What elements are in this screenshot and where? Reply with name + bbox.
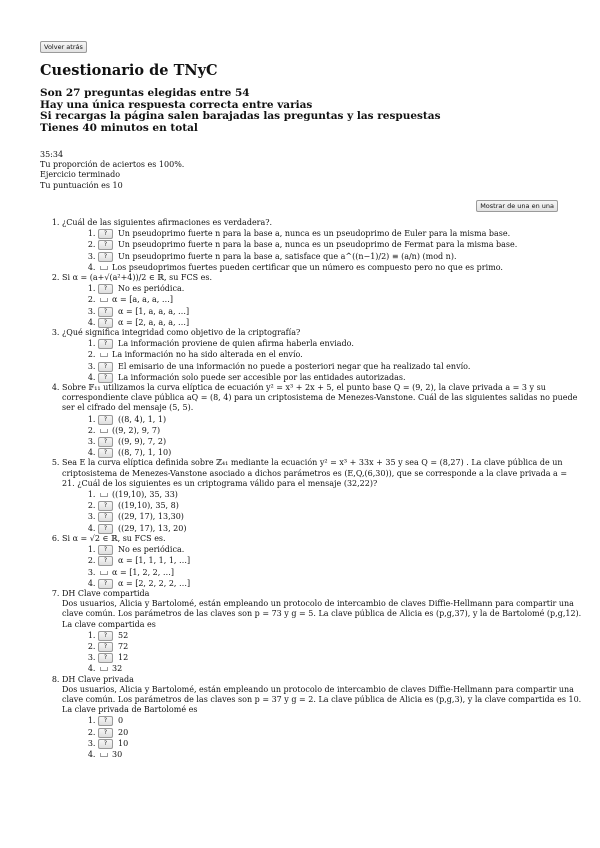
answer-option[interactable] — [98, 511, 582, 522]
selected-marker-icon — [100, 667, 108, 671]
answer-option[interactable] — [98, 578, 582, 589]
answer-hint-button[interactable]: ? — [98, 524, 113, 534]
answer-list — [62, 283, 582, 328]
answer-option[interactable] — [98, 500, 582, 511]
question-item — [62, 589, 582, 675]
question-title: DH Clave compartida — [62, 588, 150, 598]
quiz-intro — [40, 88, 440, 134]
answer-text: Un pseudoprimo fuerte n para la base a, nunca es un pseudoprimo de Fermat para la misma base. — [118, 240, 518, 250]
answer-text: 32 — [112, 664, 123, 674]
answer-hint-button[interactable]: ? — [98, 739, 113, 749]
selected-marker-icon — [100, 353, 108, 357]
selected-marker-icon — [100, 429, 108, 433]
answer-text: La información no ha sido alterada en el envío. — [112, 350, 303, 360]
answer-list — [62, 489, 582, 534]
selected-marker-icon — [100, 266, 108, 270]
answer-text: ((19,10), 35, 8) — [118, 501, 179, 511]
answer-hint-button[interactable]: ? — [98, 579, 113, 589]
answer-option[interactable] — [98, 239, 582, 250]
question-title: ¿Qué significa integridad como objetivo de la criptografía? — [62, 328, 301, 338]
selected-marker-icon — [100, 493, 108, 497]
answer-option[interactable] — [98, 251, 582, 262]
answer-hint-button[interactable]: ? — [98, 307, 113, 317]
intro-line: Si recargas la página salen barajadas las preguntas y las respuestas — [40, 110, 441, 122]
back-button[interactable]: Volver atrás — [40, 41, 87, 53]
answer-text: La información solo puede ser accesible por las entidades autorizadas. — [118, 372, 406, 382]
answer-text: 72 — [118, 641, 129, 651]
answer-text: α = [1, a, a, a, …] — [118, 306, 190, 316]
answer-hint-button[interactable]: ? — [98, 362, 113, 372]
answer-option[interactable] — [98, 738, 582, 749]
question-title: Sobre 𝔽₁₁ utilizamos la curva elíptica de ecuación y² = x³ + 2x + 5, el punto base Q = (9, 2), la clave privada a = 3 y su correspondiente clave pública aQ = (8, 4) para un criptosistema de Menezes-Vanstone. Cuál de las siguientes salidas no puede ser el cifrado del mensaje (5, 5). — [62, 383, 578, 413]
answer-text: No es periódica. — [118, 284, 185, 294]
answer-text: ((29, 17), 13, 20) — [118, 523, 187, 533]
answer-option[interactable] — [98, 414, 582, 425]
success-ratio: Tu proporción de aciertos es 100%. — [40, 160, 185, 170]
question-title: ¿Cuál de las siguientes afirmaciones es verdadera?. — [62, 218, 273, 227]
page-title: Cuestionario de TNyC — [40, 62, 218, 79]
answer-option[interactable] — [98, 652, 582, 663]
answer-text: 10 — [118, 738, 129, 748]
answer-hint-button[interactable]: ? — [98, 229, 113, 239]
question-item — [62, 218, 582, 273]
question-title: Sea E la curva elíptica definida sobre ℤ₄₁ mediante la ecuación y² = x³ + 33x + 35 y sea Q = (8,27) . La clave pública de un criptosistema de Menezes-Vanstone asociado a dichos parámetros es (E,Q,(6,30)), que se corresponde a la clave privada a = 21. ¿Cuál de los siguientes es un criptograma válido para el mensaje (32,22)? — [62, 458, 568, 488]
answer-option[interactable] — [98, 544, 582, 555]
answer-text: ((9, 9), 7, 2) — [118, 437, 167, 447]
answer-text: ((8, 7), 1, 10) — [118, 448, 172, 458]
answer-text: Los pseudoprimos fuertes pueden certificar que un número es compuesto pero no que es primo. — [112, 262, 503, 272]
answer-list — [62, 630, 582, 675]
answer-hint-button[interactable]: ? — [98, 556, 113, 566]
question-body: Dos usuarios, Alicia y Bartolomé, están empleando un protocolo de intercambio de claves Diffie-Hellmann para compartir una clave común. Los parámetros de las claves son p = 37 y g = 2. La clave pública de Alicia es (p,g,3), y la clave compartida es 10. La clave privada de Bartolomé es — [62, 684, 582, 715]
answer-text: Un pseudoprimo fuerte n para la base a, satisface que a^((n−1)/2) ≡ (a/n) (mod n). — [118, 251, 457, 261]
answer-text: 0 — [118, 716, 124, 726]
answer-text: 12 — [118, 653, 129, 663]
intro-line: Tienes 40 minutos en total — [40, 121, 198, 134]
answer-text: α = [2, 2, 2, 2, …] — [118, 578, 191, 588]
timer: 35:34 — [40, 150, 64, 159]
answer-list — [62, 338, 582, 383]
answer-hint-button[interactable]: ? — [98, 448, 113, 458]
answer-hint-button[interactable]: ? — [98, 642, 113, 652]
answer-option[interactable] — [98, 727, 582, 738]
selected-marker-icon — [100, 753, 108, 757]
question-item — [62, 328, 582, 383]
answer-option[interactable] — [98, 283, 582, 294]
intro-line: Son 27 preguntas elegidas entre 54 — [40, 87, 250, 99]
answer-option[interactable] — [98, 523, 582, 534]
selected-marker-icon — [100, 298, 108, 302]
answer-text: 52 — [118, 630, 129, 640]
answer-option[interactable] — [98, 555, 582, 566]
answer-list — [62, 544, 582, 589]
answer-hint-button[interactable]: ? — [98, 501, 113, 511]
show-one-by-one-button[interactable]: Mostrar de una en una — [476, 200, 558, 212]
question-item — [62, 383, 582, 458]
question-title: Si α = (a+√(a²+4))/2 ∈ ℝ, su FCS es. — [62, 273, 213, 283]
answer-text: α = [2, a, a, a, …] — [118, 317, 190, 327]
answer-hint-button[interactable]: ? — [98, 437, 113, 447]
answer-text: ((9, 2), 9, 7) — [112, 425, 161, 435]
answer-option[interactable] — [98, 228, 582, 239]
answer-hint-button[interactable]: ? — [98, 339, 113, 349]
answer-hint-button[interactable]: ? — [98, 716, 113, 726]
answer-hint-button[interactable]: ? — [98, 240, 113, 250]
question-item — [62, 273, 582, 328]
answer-option[interactable] — [98, 715, 582, 726]
question-item — [62, 534, 582, 589]
answer-hint-button[interactable]: ? — [98, 631, 113, 641]
answer-option[interactable] — [98, 425, 582, 436]
answer-hint-button[interactable]: ? — [98, 373, 113, 383]
answer-option[interactable] — [98, 567, 582, 578]
selected-marker-icon — [100, 571, 108, 575]
question-title: DH Clave privada — [62, 674, 134, 684]
answer-list — [62, 715, 582, 760]
answer-list — [62, 414, 582, 459]
answer-option[interactable] — [98, 294, 582, 305]
answer-option[interactable] — [98, 447, 582, 458]
question-item — [62, 675, 582, 761]
answer-option[interactable] — [98, 361, 582, 372]
question-item — [62, 458, 582, 533]
answer-option[interactable] — [98, 489, 582, 500]
question-list — [40, 218, 582, 760]
answer-option[interactable] — [98, 306, 582, 317]
answer-option[interactable] — [98, 317, 582, 328]
finished-notice: Ejercicio terminado — [40, 170, 121, 180]
answer-hint-button[interactable]: ? — [98, 653, 113, 663]
answer-option[interactable] — [98, 641, 582, 652]
answer-option[interactable] — [98, 349, 582, 360]
answer-text: ((29, 17), 13,30) — [118, 512, 184, 522]
score: Tu puntuación es 10 — [40, 180, 123, 190]
answer-option[interactable] — [98, 338, 582, 349]
answer-option[interactable] — [98, 262, 582, 273]
answer-hint-button[interactable]: ? — [98, 728, 113, 738]
intro-line: Hay una única respuesta correcta entre varias — [40, 98, 313, 111]
answer-text: La información proviene de quien afirma haberla enviado. — [118, 339, 354, 349]
answer-text: ((8, 4), 1, 1) — [118, 414, 167, 424]
answer-list — [62, 228, 582, 273]
answer-text: 20 — [118, 727, 129, 737]
answer-hint-button[interactable]: ? — [98, 318, 113, 328]
answer-hint-button[interactable]: ? — [98, 284, 113, 294]
answer-hint-button[interactable]: ? — [98, 512, 113, 522]
answer-text: 30 — [112, 749, 123, 759]
answer-text: No es periódica. — [118, 545, 185, 555]
answer-text: ((19,10), 35, 33) — [112, 490, 178, 500]
answer-option[interactable] — [98, 663, 582, 674]
answer-text: α = [1, 2, 2, …] — [112, 567, 174, 577]
answer-text: Un pseudoprimo fuerte n para la base a, nunca es un pseudoprimo de Euler para la misma base. — [118, 229, 511, 239]
answer-option[interactable] — [98, 436, 582, 447]
answer-hint-button[interactable]: ? — [98, 415, 113, 425]
question-title: Si α = √2 ∈ ℝ, su FCS es. — [62, 533, 166, 543]
answer-option[interactable] — [98, 630, 582, 641]
answer-text: α = [1, 1, 1, 1, …] — [118, 556, 191, 566]
question-body: Dos usuarios, Alicia y Bartolomé, están empleando un protocolo de intercambio de claves Diffie-Hellmann para compartir una clave común. Los parámetros de las claves son p = 73 y g = 5. La clave pública de Alicia es (p,g,37), y la de Bartolomé (p,g,12). La clave compartida es — [62, 599, 582, 629]
answer-hint-button[interactable]: ? — [98, 545, 113, 555]
answer-text: α = [a, a, a, …] — [112, 295, 173, 305]
answer-hint-button[interactable]: ? — [98, 252, 113, 262]
answer-option[interactable] — [98, 749, 582, 760]
answer-option[interactable] — [98, 372, 582, 383]
quiz-status — [40, 150, 184, 191]
answer-text: El emisario de una información no puede a posteriori negar que ha realizado tal envío. — [118, 361, 471, 371]
